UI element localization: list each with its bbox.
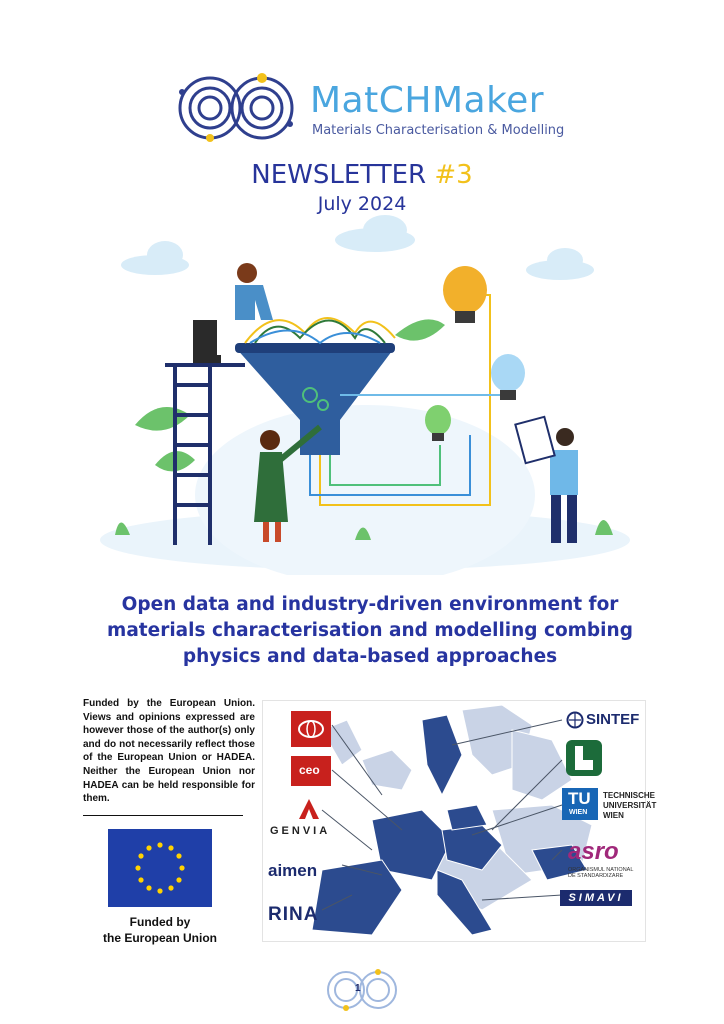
newsletter-title [0,160,724,190]
brand-tagline: Materials Characterisation & Modelling [312,123,565,138]
newsletter-label: NEWSLETTER [251,160,427,190]
asro-logo: asro [568,838,619,865]
divider [83,815,243,816]
sintef-logo: SINTEF [586,711,640,728]
eu-funded-line1: Funded by [129,915,191,929]
eu-funded-label [83,914,237,946]
toyota-emblem-icon [291,711,331,747]
newsletter-number: #3 [434,160,473,190]
tuwien-name: TECHNISCHE UNIVERSITÄT WIEN [603,791,657,820]
newsletter-date: July 2024 [317,193,407,215]
rina-logo: RINA [268,904,319,925]
page-number: 1 [355,983,361,994]
asro-subtitle: ORGANISMUL NATIONAL DE STANDARDIZARE [568,867,634,879]
headline: Open data and industry-driven environment for materials characterisation and modelling combing physics and data-based approaches [107,594,633,667]
funding-disclaimer: Funded by the European Union. Views and opinions expressed are however those of the author(s) only and do not necessarily reflect those of the European Union or HADEA. Neither the European Union nor HADEA can be held responsible for them. [83,698,255,805]
tuwien-mark: TU [568,789,591,808]
tuwien-sub: WIEN [569,809,588,816]
toyota-logo [291,711,331,747]
genvia-logo: GENVIA [270,825,331,837]
ceo-logo [291,756,331,786]
sintef-globe-icon [566,711,584,729]
aimen-logo: aimen [268,861,318,880]
eu-flag-icon [108,829,212,907]
eu-funded-line2: the European Union [103,931,217,945]
simavi-logo: SIMAVI [560,890,632,906]
brand-name: MatCHMaker [310,80,545,121]
genvia-mark-icon [295,797,323,821]
partner-lh-logo [566,740,602,776]
funnel-illustration [95,215,635,575]
tuwien-logo [562,788,598,820]
lh-mark-icon [566,740,602,776]
footer-logo-mark [318,966,408,1014]
ceo-logo-text: ceo [299,763,320,777]
